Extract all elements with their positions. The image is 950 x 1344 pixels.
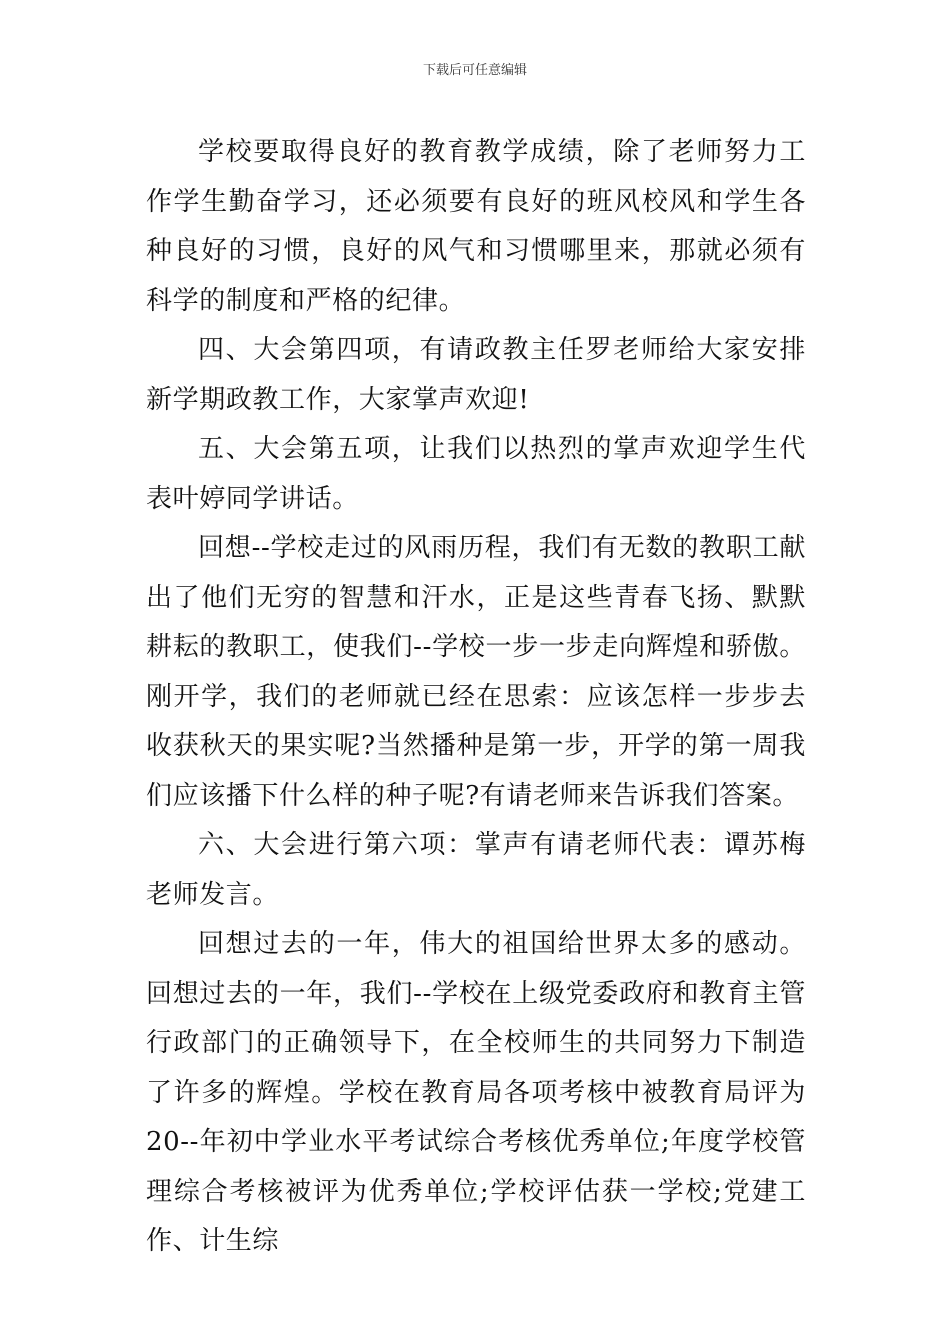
paragraph-item-six: 六、大会进行第六项：掌声有请老师代表：谭苏梅老师发言。 [146, 830, 806, 910]
paragraph-item-five: 五、大会第五项，让我们以热烈的掌声欢迎学生代表叶婷同学讲话。 [146, 434, 806, 514]
paragraph-recall-year: 回想过去的一年，伟大的祖国给世界太多的感动。回想过去的一年，我们--学校在上级党委政府和教育主管行政部门的正确领导下，在全校师生的共同努力下制造了许多的辉煌。学校在教育局各项考核中被教育局评为20--年初中学业水平考试综合考核优秀单位;年度学校管理综合考核被评为优秀单位;学校评估获一学校;党建工作、计生综 [146, 929, 806, 1256]
document-body [146, 128, 806, 1267]
page-header: 下载后可任意编辑 [422, 63, 527, 78]
paragraph-recall-history: 回想--学校走过的风雨历程，我们有无数的教职工献出了他们无穷的智慧和汗水，正是这些青春飞扬、默默耕耘的教职工，使我们--学校一步一步走向辉煌和骄傲。刚开学，我们的老师就已经在思索：应该怎样一步步去收获秋天的果实呢?当然播种是第一步，开学的第一周我们应该播下什么样的种子呢?有请老师来告诉我们答案。 [146, 533, 806, 811]
paragraph-discipline: 学校要取得良好的教育教学成绩，除了老师努力工作学生勤奋学习，还必须要有良好的班风校风和学生各种良好的习惯，良好的风气和习惯哪里来，那就必须有科学的制度和严格的纪律。 [146, 137, 806, 316]
paragraph-item-four: 四、大会第四项，有请政教主任罗老师给大家安排新学期政教工作，大家掌声欢迎! [146, 335, 806, 415]
